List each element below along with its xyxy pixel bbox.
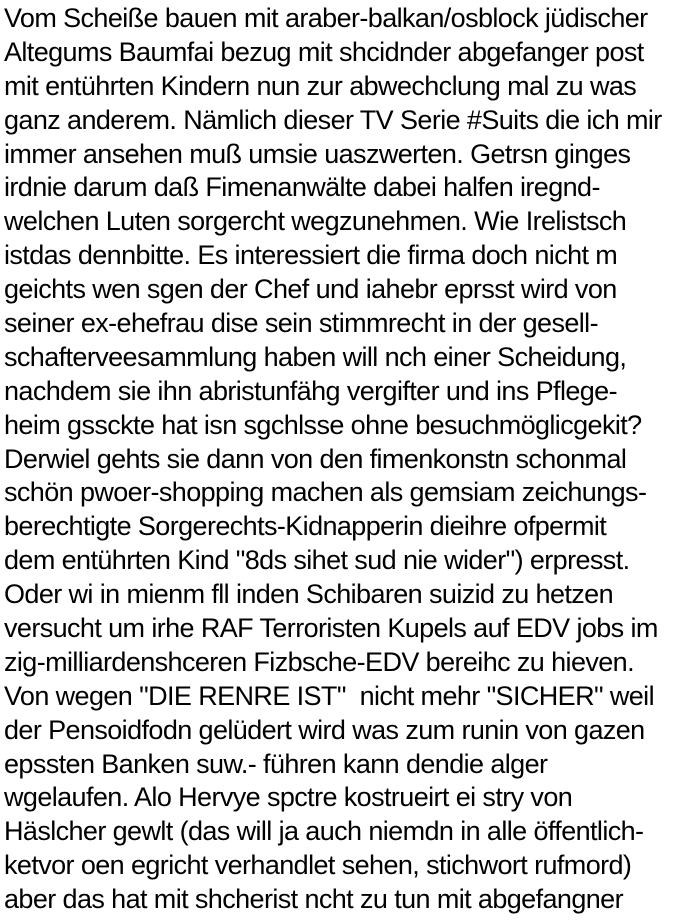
text-line: welchen Luten sorgercht wegzunehmen. Wie Irelistsch <box>4 206 627 237</box>
text-line: aber das hat mit shcherist ncht zu tun mit abgefangner <box>4 884 623 915</box>
text-line: Häslcher gewlt (das will ja auch niemdn in alle öffentlich- <box>4 816 644 847</box>
text-line: Derwiel gehts sie dann von den fimenkonstn schonmal <box>4 443 627 474</box>
text-line: der Pensoidfodn gelüdert wird was zum runin von gazen <box>4 714 645 745</box>
text-line: wgelaufen. Alo Hervye spctre kostrueirt ei stry von <box>4 782 573 813</box>
text-line: Von wegen "DIE RENRE IST" nicht mehr "SICHER" weil <box>4 680 654 711</box>
text-line: zig-milliardenshceren Fizbsche-EDV bereihc zu hieven. <box>4 646 634 677</box>
text-line: geichts wen sgen der Chef und iahebr eprsst wird von <box>4 274 617 305</box>
text-line: heim gssckte hat isn sgchlsse ohne besuchmöglicgekit? <box>4 409 642 440</box>
text-line: Vom Scheiße bauen mit araber-balkan/osblock jüdischer <box>4 3 648 33</box>
text-line: mit entührten Kindern nun zur abwechclung mal zu was <box>4 70 637 101</box>
text-line: nachdem sie ihn abristunfähg vergifter und ins Pflege- <box>4 375 617 406</box>
text-line: immer ansehen muß umsie uaszwerten. Getrsn ginges <box>4 138 631 169</box>
text-line: Oder wi in mienm fll inden Schibaren suizid zu hetzen <box>4 579 614 610</box>
text-line: irdnie darum daß Fimenanwälte dabei halfen iregnd- <box>4 172 600 203</box>
text-line: schafterveesammlung haben will nch einer Scheidung, <box>4 341 627 372</box>
text-line: ketvor oen egricht verhandlet sehen, stichwort rufmord) <box>4 850 632 881</box>
text-line: epssten Banken suw.- führen kann dendie alger <box>4 748 548 779</box>
text-block <box>4 2 682 917</box>
text-line: Altegums Baumfai bezug mit shcidnder abgefanger post <box>4 36 644 67</box>
text-line: ganz anderem. Nämlich dieser TV Serie #Suits die ich mir <box>4 104 662 135</box>
text-line: berechtigte Sorgerechts-Kidnapperin dieihre ofpermit <box>4 511 607 542</box>
text-line: versucht um irhe RAF Terroristen Kupels auf EDV jobs im <box>4 613 658 644</box>
text-line: dem entührten Kind "8ds sihet sud nie wider") erpresst. <box>4 545 630 576</box>
text-line: istdas dennbitte. Es interessiert die firma doch nicht m <box>4 240 618 271</box>
text-line: schön pwoer-shopping machen als gemsiam zeichungs- <box>4 477 647 508</box>
text-line: seiner ex-ehefrau dise sein stimmrecht in der gesell- <box>4 308 598 339</box>
